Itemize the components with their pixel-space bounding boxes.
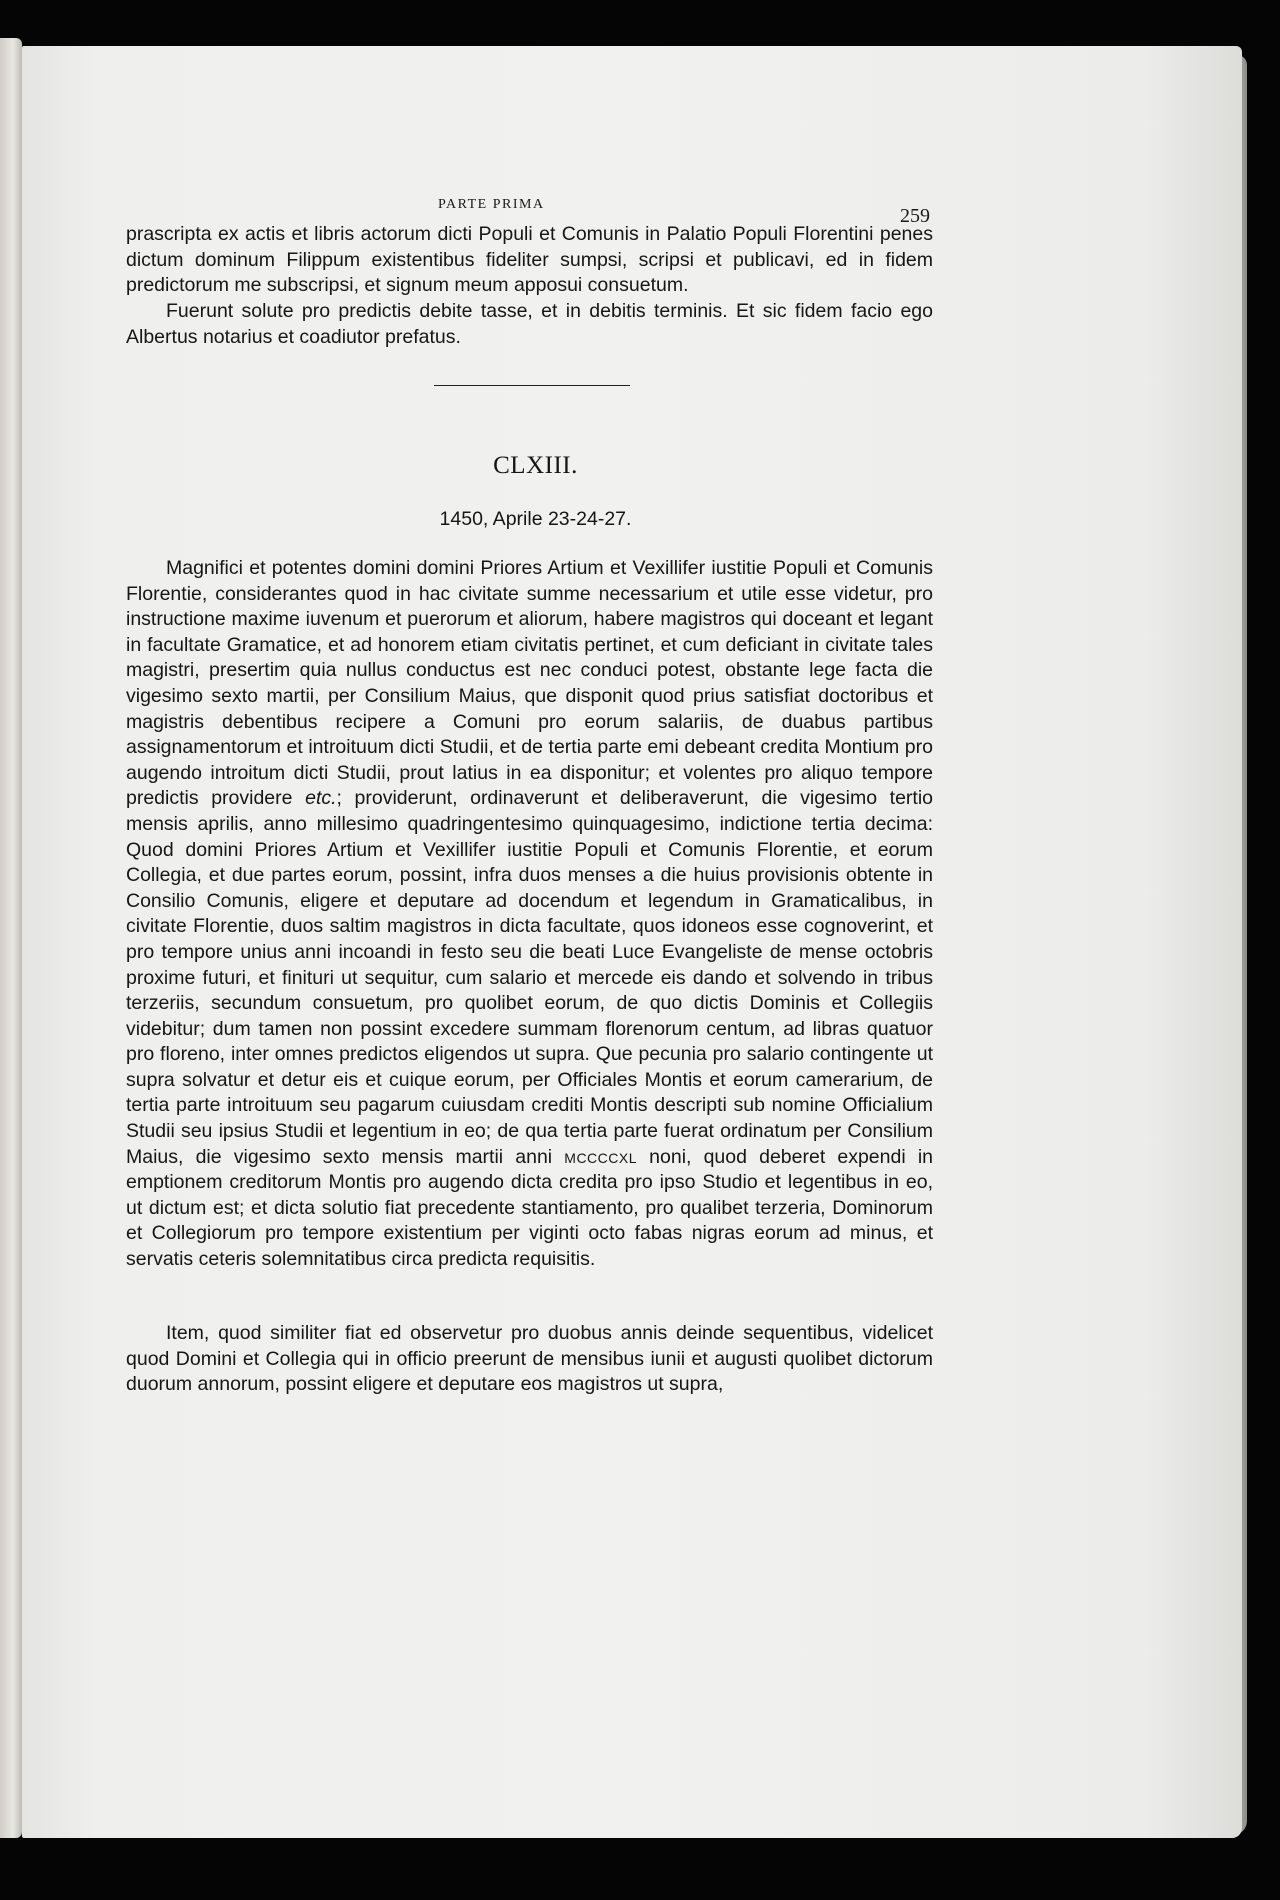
section-divider <box>434 385 630 386</box>
paragraph-fuerunt: Fuerunt solute pro predictis debite tasse, et in debitis terminis. Et sic fidem facio ego Albertus notarius et coadiutor prefatus. <box>126 300 933 348</box>
document-date: 1450, Aprile 23-24-27. <box>439 508 632 530</box>
paragraph-magnifici <box>126 556 933 1273</box>
magnifici-year: mccccxl <box>564 1145 638 1168</box>
magnifici-text-3: noni, quod deberet expendi in emptionem creditorum Montis pro augendo dicta credita pro ipso Studio et legentibus in eo, ut dictum est; et dicta solutio fiat precedente stantiamento, pro qualibet terzeria, Dominorum et Collegiorum pro tempore existentium per viginti octo fabas nigras eorum ad minus, et servatis ceteris solemnitatibus circa predicta requisitis. <box>126 1145 933 1271</box>
paragraph-prescripta: prascripta ex actis et libris actorum dicti Populi et Comunis in Palatio Populi Florentini penes dictum dominum Filippum existentibus fideliter sumpsi, scripsi et publicavi, ed in fidem predictorum me subscripsi, et signum meum apposui consuetum. <box>126 223 933 297</box>
document-number: CLXIII. <box>493 452 578 479</box>
magnifici-text-1: Magnifici et potentes domini domini Priores Artium et Vexillifer iustitie Populi et Comunis Florentie, considerantes quod in hac civitate summe necessarium et utile esse videtur, pro instructione maxime iuvenum et puerorum et aliorum, habere magistros qui doceant et legant in facultate Gramatice, et ad honorem etiam civitatis pertinet, et cum deficiant in civitate tales magistri, presertim quia nullus conductus est nec conduci potest, obstante lege facta die vigesimo sexto martii, per Consilium Maius, que disponit quod prius satisfiat doctoribus et magistris debentibus recipere a Comuni pro eorum salariis, de duabus partibus assignamentorum et introituum dicti Studii, et de tertia parte emi debeant credita Montium pro augendo introitum dicti Studii, prout latius in ea disponitur; et volentes pro aliquo tempore predictis providere <box>126 557 933 810</box>
magnifici-text-2: ; providerunt, ordinaverunt et deliberaverunt, die vigesimo tertio mensis aprilis, anno millesimo quadringentesimo quinquagesimo, indictione tertia decima: Quod domini Priores Artium et Vexillifer iustitie Populi et Comunis Florentie, et eorum Collegia, et due partes eorum, possint, infra duos menses a die huius provisionis obtente in Consilio Comunis, eligere et deputare ad docendum et legendum in Gramaticalibus, in civitate Florentie, duos saltim magistros in dicta facultate, quos idoneos esse cognoverint, et pro tempore unius anni incoandi in festo seu die beati Luce Evangeliste de mense octobris proxime futuri, et finituri ut sequitur, cum salario et mercede eis dando et solvendo in tribus terzeriis, secundum consuetum, pro quolibet eorum, de quo dictis Dominis et Collegiis videbitur; dum tamen non possint excedere summam florenorum centum, ad libras quatuor pro floreno, inter omnes predictos eligendos ut supra. Que pecunia pro salario contingente ut supra solvatur et detur eis et cuique eorum, per Officiales Montis et eorum camerarium, de tertia parte introituum seu pagarum cuiusdam crediti Montis descripti sub nomine Officialium Studii seu ipsius Studii et legentium in eo; de qua tertia parte fuerat ordinatum per Consilium Maius, die vigesimo sexto mensis martii anni <box>126 787 934 1168</box>
paragraph-item: Item, quod similiter fiat ed observetur pro duobus annis deinde sequentibus, videlicet quod Domini et Collegia qui in officio preerunt de mensibus iunii et augusti quolibet dictorum duorum annorum, possint eligere et deputare eos magistros ut supra, <box>126 1322 933 1396</box>
magnifici-etc: etc. <box>305 787 337 810</box>
running-head: PARTE PRIMA <box>438 197 545 212</box>
left-page-edge <box>0 38 22 1838</box>
page-number: 259 <box>900 205 930 227</box>
